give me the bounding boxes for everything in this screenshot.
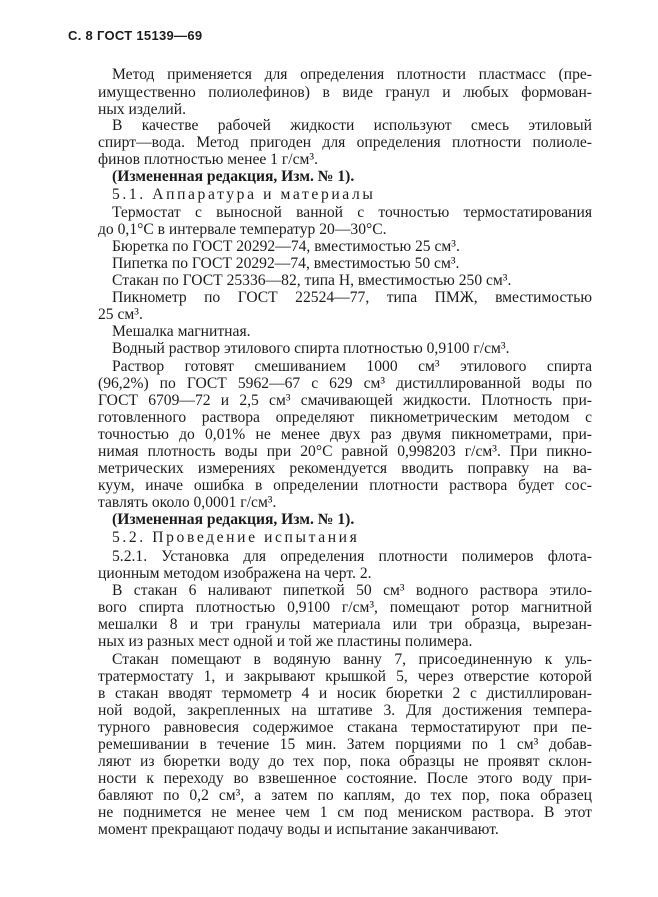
text-line: точностью до 0,01% не менее двух раз двумя пикнометрами, при- <box>98 426 592 443</box>
text-line: вого спирта плотностью 0,9100 г/см³, помещают ротор магнитной <box>98 599 592 616</box>
text-line: ремешивании в течение 15 мин. Затем порциями по 1 см³ добав- <box>98 736 592 753</box>
text-line: Мешалка магнитная. <box>112 323 251 340</box>
text-line: 25 см³. <box>98 306 143 323</box>
text-line: Пипетка по ГОСТ 20292—74, вместимостью 50 см³. <box>112 255 460 272</box>
text-line: бавляют по 0,2 см³, а затем по каплям, до тех пор, пока образец <box>98 787 592 804</box>
text-line: ГОСТ 6709—72 и 2,5 см³ смачивающей жидкости. Плотность при- <box>98 392 592 409</box>
text-line: момент прекращают подачу воды и испытание заканчивают. <box>98 821 499 838</box>
text-line: Пикнометр по ГОСТ 22524—77, типа ПМЖ, вместимостью <box>112 289 592 306</box>
text-line: тавлять около 0,0001 г/см³. <box>98 494 277 511</box>
text-line: Метод применяется для определения плотности пластмасс (пре- <box>112 66 592 83</box>
text-line: ционным методом изображена на черт. 2. <box>98 565 372 582</box>
text-line: спирт—вода. Метод пригоден для определения плотности полиоле- <box>98 134 592 151</box>
text-line: турного равновесия содержимое стакана термостатируют при пе- <box>98 719 592 736</box>
text-line: ной водой, закрепленных на штативе 3. Для достижения темпера- <box>98 702 592 719</box>
text-line: Водный раствор этилового спирта плотностью 0,9100 г/см³. <box>112 340 510 357</box>
text-line: имущественно полиолефинов) в виде гранул и любых формован- <box>98 84 592 101</box>
text-line: нимая плотность воды при 20°С равной 0,998203 г/см³. При пикно- <box>98 443 592 460</box>
amendment-note: (Измененная редакция, Изм. № 1). <box>112 168 355 185</box>
text-line: (96,2%) по ГОСТ 5962—67 с 629 см³ дистиллированной воды по <box>98 375 592 392</box>
amendment-note: (Измененная редакция, Изм. № 1). <box>112 511 355 528</box>
text-line: метрических измерениях рекомендуется вводить поправку на ва- <box>98 460 592 477</box>
text-line: Термостат с выносной ванной с точностью термостатирования <box>112 204 592 221</box>
text-line: ности к переходу во взвешенное состояние. После этого воду при- <box>98 770 592 787</box>
text-line: Раствор готовят смешиванием 1000 см³ этилового спирта <box>112 358 592 375</box>
text-line: куум, иначе ошибка в определении плотности раствора будет сос- <box>98 477 592 494</box>
text-line: не поднимется не менее чем 1 см под мениском раствора. В этот <box>98 804 592 821</box>
text-line: финов плотностью менее 1 г/см³. <box>98 151 318 168</box>
text-line: Стакан по ГОСТ 25336—82, типа Н, вместимостью 250 см³. <box>112 272 512 289</box>
text-line: ных из разных мест одной и той же пластины полимера. <box>98 633 473 650</box>
text-line: ных изделий. <box>98 101 186 118</box>
text-line: тратермостату 1, и закрывают крышкой 5, через отверстие которой <box>98 668 592 685</box>
page-header: С. 8 ГОСТ 15139—69 <box>68 28 203 43</box>
text-line: В качестве рабочей жидкости используют смесь этиловый <box>112 117 592 134</box>
text-line: В стакан 6 наливают пипеткой 50 см³ водного раствора этило- <box>112 582 592 599</box>
text-line: в стакан вводят термометр 4 и носик бюретки 2 с дистиллирован- <box>98 685 592 702</box>
section-heading: 5.2. Проведение испытания <box>112 529 360 546</box>
text-line: до 0,1°С в интервале температур 20—30°С. <box>98 221 387 238</box>
section-heading: 5.1. Аппаратура и материалы <box>112 186 376 203</box>
text-line: 5.2.1. Установка для определения плотности полимеров флота- <box>112 548 592 565</box>
text-line: готовленного раствора определяют пикнометрическим методом с <box>98 409 592 426</box>
text-line: Бюретка по ГОСТ 20292—74, вместимостью 25 см³. <box>112 238 460 255</box>
text-line: мешалки 8 и три гранулы материала или три образца, вырезан- <box>98 616 592 633</box>
text-line: ляют из бюретки воду до тех пор, пока образцы не проявят склон- <box>98 753 592 770</box>
text-line: Стакан помещают в водяную ванну 7, присоединенную к уль- <box>112 651 592 668</box>
